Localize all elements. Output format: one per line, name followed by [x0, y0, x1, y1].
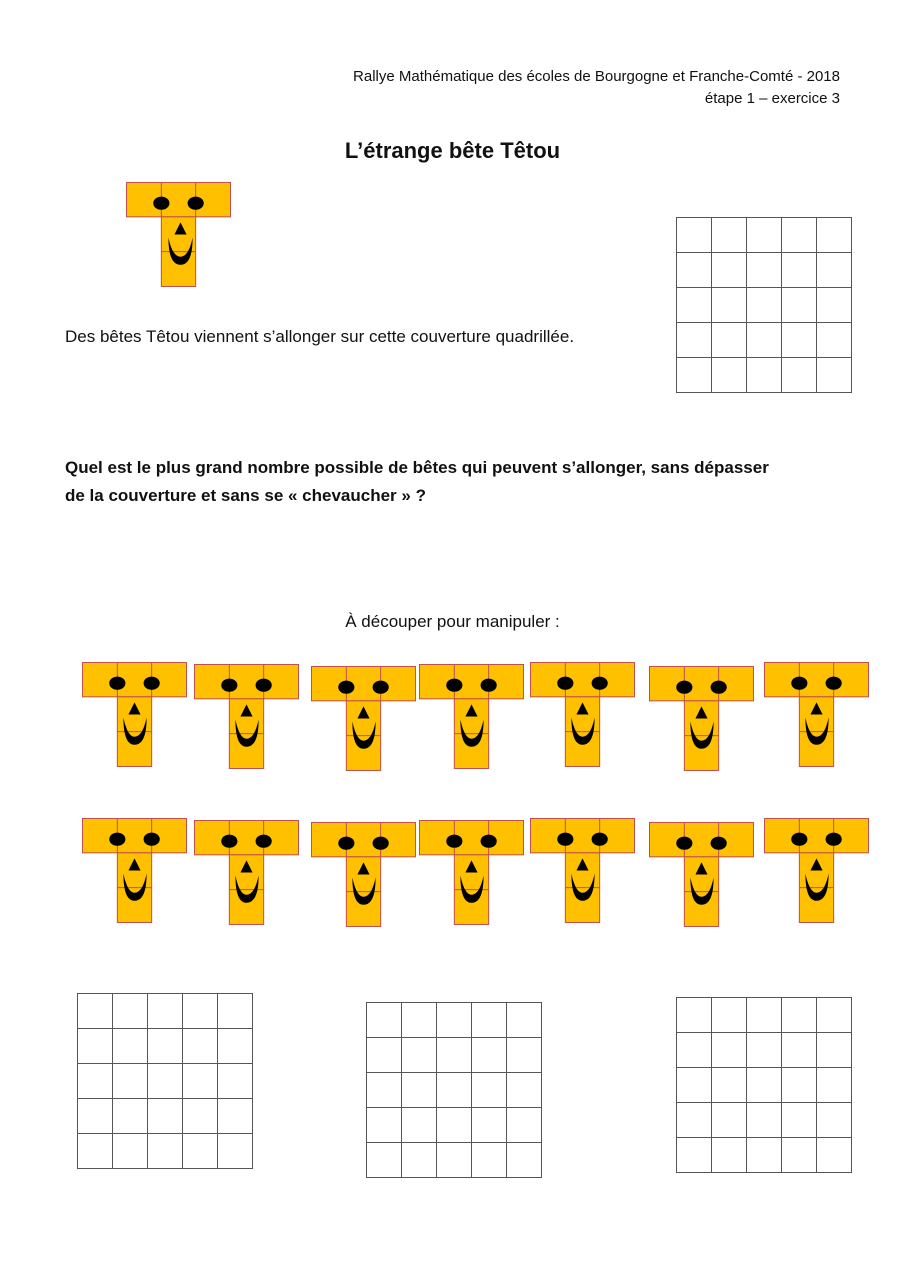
tetou-icon — [649, 822, 755, 928]
tetou-cutout[interactable] — [764, 662, 870, 773]
tetou-icon — [764, 662, 870, 768]
question-line-1: Quel est le plus grand nombre possible de bêtes qui peuvent s’allonger, sans dépasser — [65, 458, 769, 477]
tetou-icon — [311, 666, 417, 772]
tetou-icon — [419, 664, 525, 770]
practice-grid-2 — [366, 1002, 542, 1178]
tetou-icon — [311, 822, 417, 928]
tetou-cutout[interactable] — [419, 664, 525, 775]
tetou-cutout[interactable] — [530, 818, 636, 929]
tetou-icon — [82, 662, 188, 768]
tetou-icon — [126, 182, 232, 288]
tetou-cutout[interactable] — [311, 666, 417, 777]
header-line-2: étape 1 – exercice 3 — [704, 90, 840, 107]
practice-grid-1 — [77, 993, 253, 1169]
page-title: L’étrange bête Têtou — [344, 138, 561, 163]
tetou-cutout[interactable] — [530, 662, 636, 773]
tetou-cutout[interactable] — [649, 822, 755, 933]
tetou-cutout[interactable] — [82, 818, 188, 929]
tetou-icon — [649, 666, 755, 772]
tetou-cutout[interactable] — [649, 666, 755, 777]
tetou-icon — [764, 818, 870, 924]
cutout-label: À découper pour manipuler : — [345, 612, 560, 631]
tetou-cutout[interactable] — [311, 822, 417, 933]
tetou-cutout[interactable] — [764, 818, 870, 929]
tetou-cutout[interactable] — [82, 662, 188, 773]
tetou-cutout[interactable] — [194, 664, 300, 775]
question-text — [65, 454, 845, 510]
tetou-creature-main — [126, 182, 232, 293]
intro-text: Des bêtes Têtou viennent s’allonger sur cette couverture quadrillée. — [65, 327, 575, 346]
question-line-2: de la couverture et sans se « chevaucher » ? — [65, 486, 426, 505]
tetou-icon — [194, 820, 300, 926]
tetou-cutout[interactable] — [419, 820, 525, 931]
tetou-icon — [419, 820, 525, 926]
tetou-icon — [530, 818, 636, 924]
tetou-icon — [194, 664, 300, 770]
blanket-grid — [676, 217, 852, 393]
header — [353, 66, 840, 110]
tetou-cutout[interactable] — [194, 820, 300, 931]
tetou-icon — [530, 662, 636, 768]
header-line-1: Rallye Mathématique des écoles de Bourgogne et Franche-Comté - 2018 — [353, 68, 840, 85]
tetou-icon — [82, 818, 188, 924]
practice-grid-3 — [676, 997, 852, 1173]
